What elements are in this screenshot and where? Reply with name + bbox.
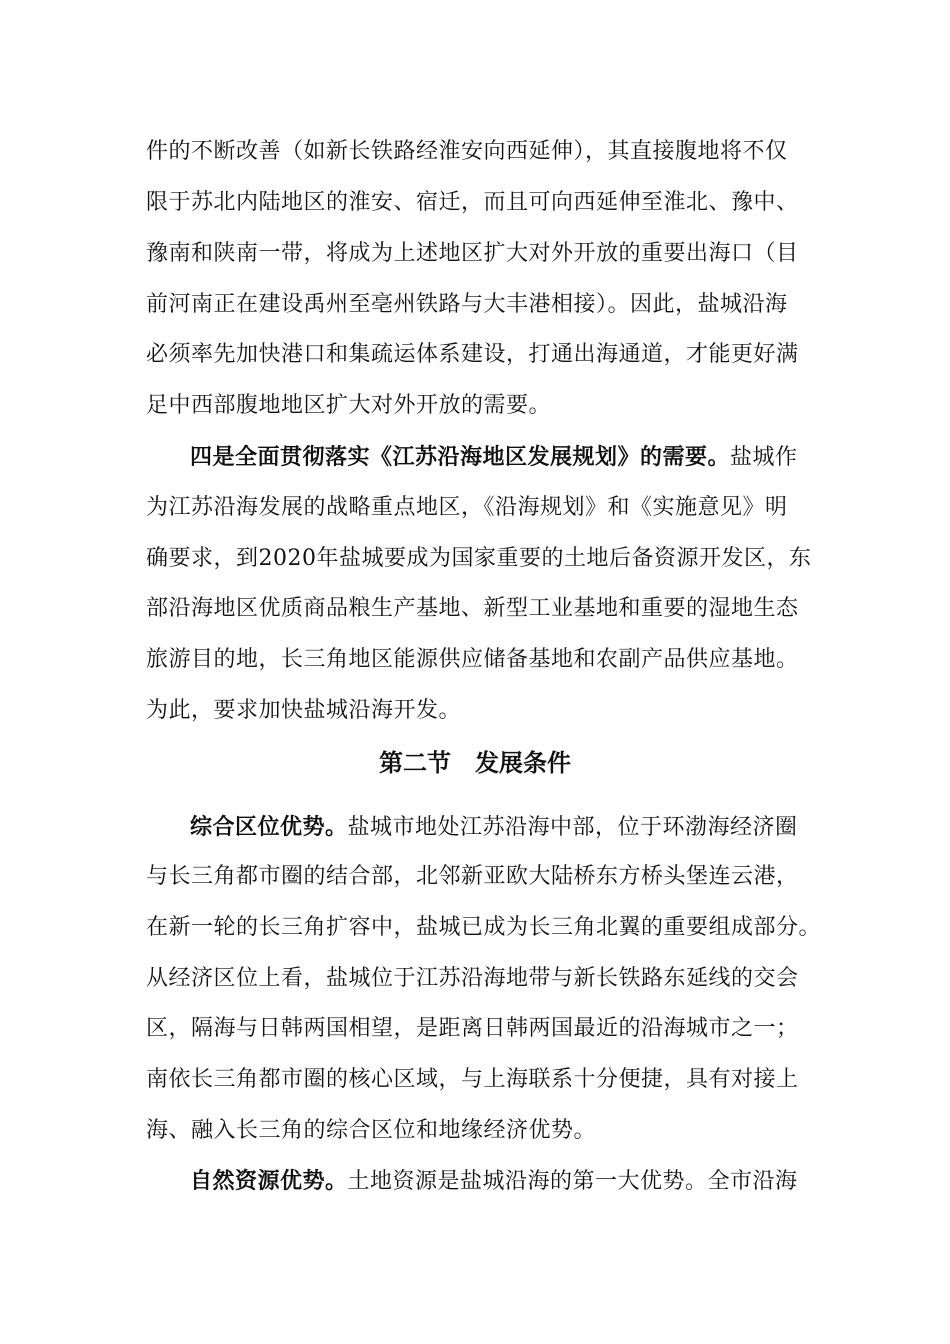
paragraph-1-line-3: 豫南和陕南一带，将成为上述地区扩大对外开放的重要出海口（目 <box>146 241 799 266</box>
paragraph-2-first-rest: 盐城作 <box>730 445 798 470</box>
paragraph-1-line-2: 限于苏北内陆地区的淮安、宿迁，而且可向西延伸至淮北、豫中、 <box>146 190 799 215</box>
paragraph-2-line-2: 为江苏沿海发展的战略重点地区，《沿海规划》和《实施意见》明 <box>146 495 788 520</box>
paragraph-1-line-4: 前河南正在建设禹州至亳州铁路与大丰港相接）。因此，盐城沿海 <box>146 292 788 317</box>
paragraph-3-line-7: 海、融入长三角的综合区位和地缘经济优势。 <box>146 1118 597 1143</box>
paragraph-4-first-rest: 土地资源是盐城沿海的第一大优势。全市沿海 <box>347 1169 798 1194</box>
paragraph-1-line-1: 件的不断改善（如新长铁路经淮安向西延伸），其直接腹地将不仅 <box>146 139 788 164</box>
paragraph-3-line-6: 南依长三角都市圈的核心区域，与上海联系十分便捷，具有对接上 <box>146 1067 799 1092</box>
paragraph-3-line-4: 从经济区位上看，盐城位于江苏沿海地带与新长铁路东延线的交会 <box>146 966 799 991</box>
paragraph-2-line-5: 旅游目的地，长三角地区能源供应储备基地和农副产品供应基地。 <box>146 647 799 672</box>
paragraph-4-lead: 自然资源优势。 <box>190 1168 348 1194</box>
paragraph-3-first-rest: 盐城市地处江苏沿海中部，位于环渤海经济圈 <box>347 815 798 840</box>
paragraph-4-line-1 <box>190 1166 826 1197</box>
paragraph-2-line-6: 为此，要求加快盐城沿海开发。 <box>146 698 462 723</box>
paragraph-1-line-5: 必须率先加快港口和集疏运体系建设，打通出海通道，才能更好满 <box>146 342 799 367</box>
paragraph-2-lead: 四是全面贯彻落实《江苏沿海地区发展规划》的需要。 <box>190 444 731 470</box>
paragraph-3-lead: 综合区位优势。 <box>190 814 348 840</box>
paragraph-2-line-1 <box>190 442 826 473</box>
paragraph-2-line-3: 确要求，到2020年盐城要成为国家重要的土地后备资源开发区，东 <box>146 546 812 571</box>
paragraph-3-line-3: 在新一轮的长三角扩容中，盐城已成为长三角北翼的重要组成部分。 <box>146 915 822 940</box>
paragraph-3-line-5: 区，隔海与日韩两国相望，是距离日韩两国最近的沿海城市之一； <box>146 1016 799 1041</box>
paragraph-1-line-6: 足中西部腹地地区扩大对外开放的需要。 <box>146 393 552 418</box>
paragraph-3-line-1 <box>190 812 826 843</box>
paragraph-2-line-4: 部沿海地区优质商品粮生产基地、新型工业基地和重要的湿地生态 <box>146 596 799 621</box>
section-heading: 第二节 发展条件 <box>379 749 571 777</box>
paragraph-3-line-2: 与长三角都市圈的结合部，北邻新亚欧大陆桥东方桥头堡连云港， <box>146 864 799 889</box>
